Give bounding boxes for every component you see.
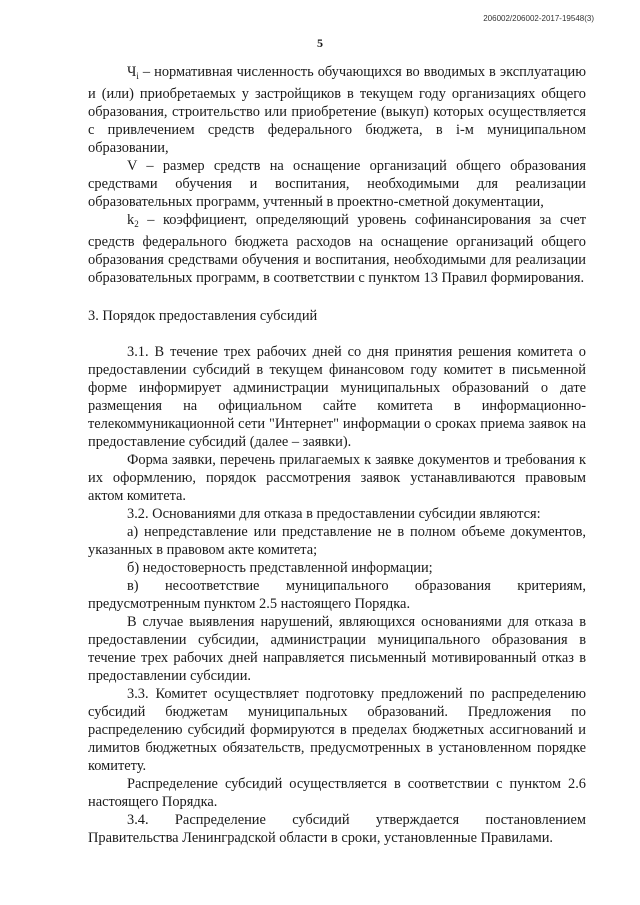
definition-v [88, 157, 586, 211]
definition-ch [88, 63, 586, 157]
definition-subscript: 2 [134, 219, 139, 229]
definition-text: – размер средств на оснащение организаций общего образования средствами обучения и воспитания, необходимыми для реализации образовательных программ, учтенный в проектно-сметной документации, [88, 158, 586, 210]
page-number: 5 [317, 36, 323, 50]
paragraph: 3.1. В течение трех рабочих дней со дня принятия решения комитета о предоставлении субсидий в текущем финансовом году комитет в письменной форме информирует администрации муниципальных образований о дате размещения на официальном сайте комитета в информационно-телекоммуникационной сети "Интернет" информации о сроках приема заявок на предоставление субсидий (далее – заявки). [88, 344, 586, 450]
definition-symbol: k [127, 212, 135, 228]
definition-symbol: Ч [127, 64, 137, 80]
paragraph: б) недостоверность представленной информации; [127, 560, 433, 576]
paragraph: 3.3. Комитет осуществляет подготовку предложений по распределению субсидий бюджетам муниципальных образований. Предложения по распределению субсидий формируются в пределах бюджетных ассигнований и лимитов бюджетных обязательств, предусмотренных в установленном порядке комитету. [88, 686, 586, 774]
definition-subscript: i [136, 71, 139, 81]
paragraph: в) несоответствие муниципального образования критериям, предусмотренным пунктом 2.5 настоящего Порядка. [88, 578, 586, 612]
definition-k2 [88, 211, 586, 287]
paragraph: В случае выявления нарушений, являющихся основаниями для отказа в предоставлении субсидии, администрации муниципального образования в течение трех рабочих дней направляется письменный мотивированный отказ в предоставлении субсидии. [88, 614, 586, 684]
paragraph: 3.4. Распределение субсидий утверждается постановлением Правительства Ленинградской области в сроки, установленные Правилами. [88, 812, 586, 846]
definition-symbol: V [127, 158, 138, 174]
paragraph: 3.2. Основаниями для отказа в предоставлении субсидии являются: [127, 506, 541, 522]
paragraph: Распределение субсидий осуществляется в соответствии с пунктом 2.6 настоящего Порядка. [88, 776, 586, 810]
document-body [88, 63, 586, 847]
paragraph: Форма заявки, перечень прилагаемых к заявке документов и требования к их оформлению, порядок рассмотрения заявок устанавливаются правовым актом комитета. [88, 452, 586, 504]
paragraph: а) непредставление или представление не в полном объеме документов, указанных в правовом акте комитета; [88, 524, 586, 558]
document-id: 206002/206002-2017-19548(3) [483, 14, 594, 23]
definition-text: – нормативная численность обучающихся во вводимых в эксплуатацию и (или) приобретаемых у застройщиков в текущем году организациях общего образования, строительство или приобретение (выкуп) которых осуществляется с привлечением средств федерального бюджета, в i-м муниципальном образовании, [88, 64, 586, 156]
section-heading: 3. Порядок предоставления субсидий [88, 308, 318, 324]
definition-text: – коэффициент, определяющий уровень софинансирования за счет средств федерального бюджета расходов на оснащение организаций общего образования средствами обучения и воспитания, необходимыми для реализации образовательных программ, в соответствии с пунктом 13 Правил формирования. [88, 212, 586, 286]
